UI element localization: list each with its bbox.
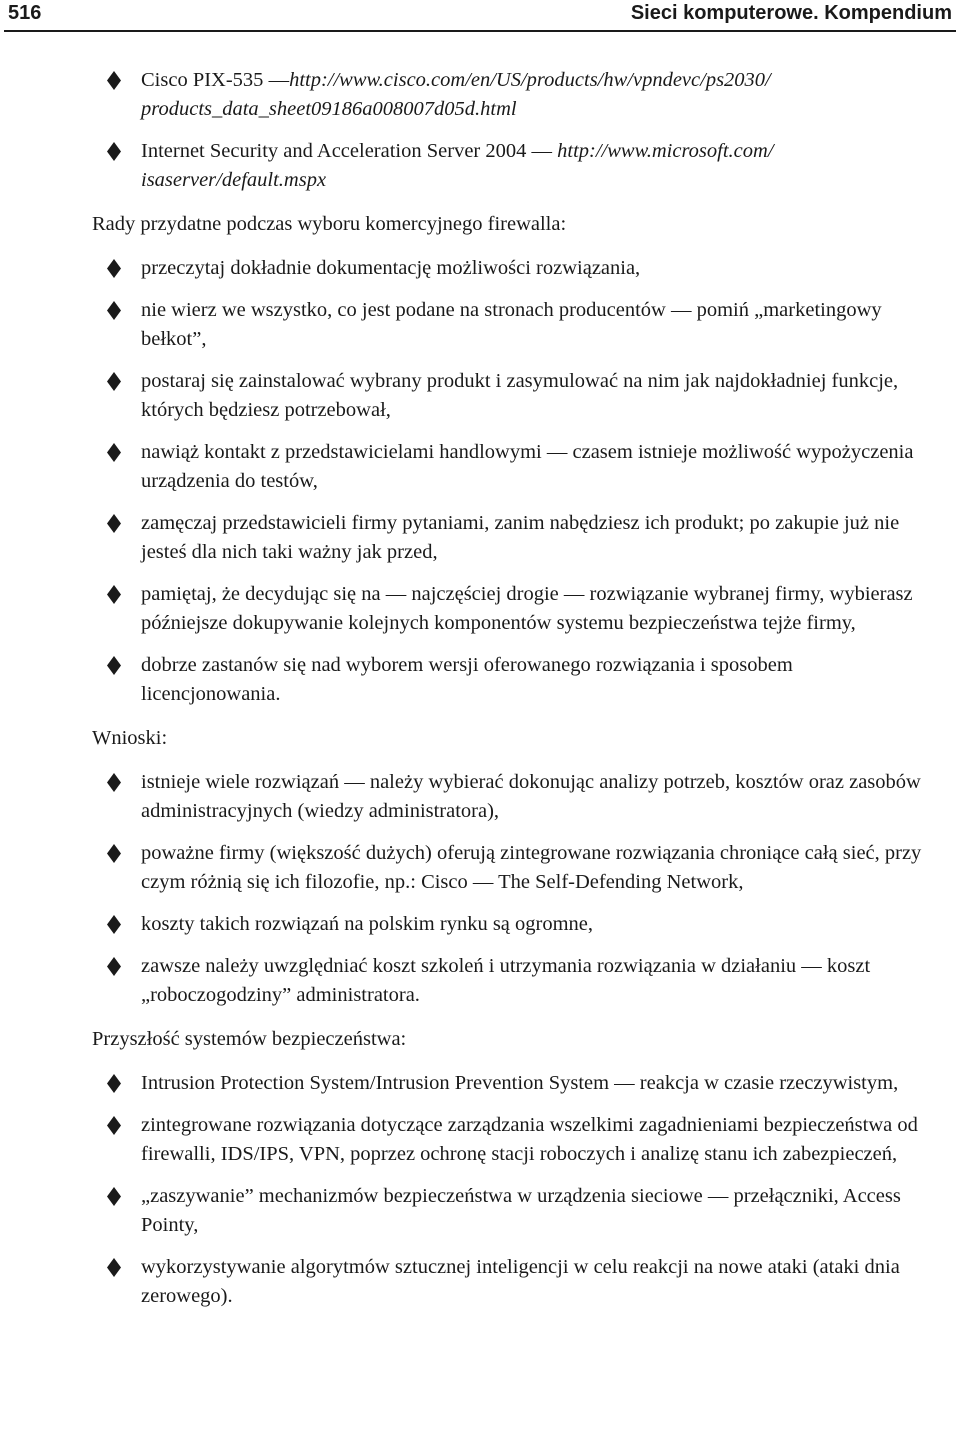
list-item <box>92 438 932 496</box>
dash: — <box>531 140 552 162</box>
list-item <box>92 952 932 1010</box>
tips-heading: Rady przydatne podczas wyboru komercyjnego firewalla: <box>92 213 567 235</box>
list-item <box>92 1253 932 1311</box>
diamond-bullet-icon <box>107 142 121 161</box>
diamond-bullet-icon <box>107 1187 121 1206</box>
page-number: 516 <box>8 2 42 24</box>
list-item-text: „zaszywanie” mechanizmów bezpieczeństwa w urządzenia sieciowe — przełączniki, Access Pointy, <box>141 1185 901 1236</box>
diamond-bullet-icon <box>107 915 121 934</box>
header-rule <box>4 30 956 32</box>
list-item-text: nie wierz we wszystko, co jest podane na stronach producentów — pomiń „marketingowy bełkot”, <box>141 299 882 350</box>
list-item-text: wykorzystywanie algorytmów sztucznej inteligencji w celu reakcji na nowe ataki (ataki dnia zerowego). <box>141 1256 900 1307</box>
page-content <box>92 66 932 1324</box>
product-link[interactable]: http://www.cisco.com/en/US/products/hw/vpndevc/ps2030/ products_data_sheet09186a008007d05d.html <box>141 69 771 120</box>
diamond-bullet-icon <box>107 1116 121 1135</box>
list-item <box>92 367 932 425</box>
running-title: Sieci komputerowe. Kompendium <box>630 2 952 24</box>
list-item <box>92 254 932 283</box>
list-item <box>92 1069 932 1098</box>
list-item-text: dobrze zastanów się nad wyborem wersji oferowanego rozwiązania i sposobem licencjonowania. <box>141 654 793 705</box>
future-heading: Przyszłość systemów bezpieczeństwa: <box>92 1028 407 1050</box>
diamond-bullet-icon <box>107 957 121 976</box>
list-item-text: pamiętaj, że decydując się na — najczęściej drogie — rozwiązanie wybranej firmy, wybierasz późniejsze dokupywanie kolejnych komponentów systemu bezpieczeństwa tejże firmy, <box>141 583 913 634</box>
diamond-bullet-icon <box>107 71 121 90</box>
diamond-bullet-icon <box>107 1258 121 1277</box>
list-item-text: postaraj się zainstalować wybrany produkt i zasymulować na nim jak najdokładniej funkcje, których będziesz potrzebował, <box>141 370 899 421</box>
page-header <box>0 0 960 36</box>
list-item-text: nawiąż kontakt z przedstawicielami handlowymi — czasem istnieje możliwość wypożyczenia urządzenia do testów, <box>141 441 914 492</box>
products-list <box>92 66 932 195</box>
list-item-text: Intrusion Protection System/Intrusion Prevention System — reakcja w czasie rzeczywistym, <box>141 1072 899 1094</box>
dash: — <box>268 69 290 91</box>
list-item <box>92 137 932 195</box>
diamond-bullet-icon <box>107 514 121 533</box>
list-item <box>92 580 932 638</box>
list-item <box>92 651 932 709</box>
conclusions-list <box>92 768 932 1010</box>
product-name: Cisco PIX-535 <box>141 69 269 91</box>
diamond-bullet-icon <box>107 259 121 278</box>
list-item <box>92 509 932 567</box>
list-item <box>92 296 932 354</box>
list-item-text: istnieje wiele rozwiązań — należy wybierać dokonując analizy potrzeb, kosztów oraz zasobów administracyjnych (wiedzy administratora), <box>141 771 921 822</box>
tips-list <box>92 254 932 709</box>
list-item-text: zawsze należy uwzględniać koszt szkoleń i utrzymania rozwiązania w działaniu — koszt „roboczogodziny” administratora. <box>141 955 871 1006</box>
list-item <box>92 1182 932 1240</box>
list-item-text: przeczytaj dokładnie dokumentację możliwości rozwiązania, <box>141 257 641 279</box>
future-list <box>92 1069 932 1311</box>
diamond-bullet-icon <box>107 301 121 320</box>
list-item <box>92 1111 932 1169</box>
diamond-bullet-icon <box>107 773 121 792</box>
conclusions-heading: Wnioski: <box>92 727 168 749</box>
diamond-bullet-icon <box>107 443 121 462</box>
diamond-bullet-icon <box>107 372 121 391</box>
list-item-text: koszty takich rozwiązań na polskim rynku są ogromne, <box>141 913 594 935</box>
list-item <box>92 66 932 124</box>
list-item <box>92 839 932 897</box>
product-link[interactable]: http://www.microsoft.com/ isaserver/default.mspx <box>141 140 774 191</box>
diamond-bullet-icon <box>107 1074 121 1093</box>
list-item-text: zamęczaj przedstawicieli firmy pytaniami, zanim nabędziesz ich produkt; po zakupie już nie jesteś dla nich taki ważny jak przed, <box>141 512 900 563</box>
diamond-bullet-icon <box>107 585 121 604</box>
list-item <box>92 768 932 826</box>
list-item-text: poważne firmy (większość dużych) oferują zintegrowane rozwiązania chroniące całą sieć, przy czym różnią się ich filozofie, np.: Cisco — The Self-Defending Network, <box>141 842 922 893</box>
diamond-bullet-icon <box>107 656 121 675</box>
diamond-bullet-icon <box>107 844 121 863</box>
list-item <box>92 910 932 939</box>
list-item-text: zintegrowane rozwiązania dotyczące zarządzania wszelkimi zagadnieniami bezpieczeństwa od firewalli, IDS/IPS, VPN, poprzez ochronę stacji roboczych i analizę stanu ich zabezpieczeń, <box>141 1114 918 1165</box>
product-name: Internet Security and Acceleration Server 2004 <box>141 140 532 162</box>
